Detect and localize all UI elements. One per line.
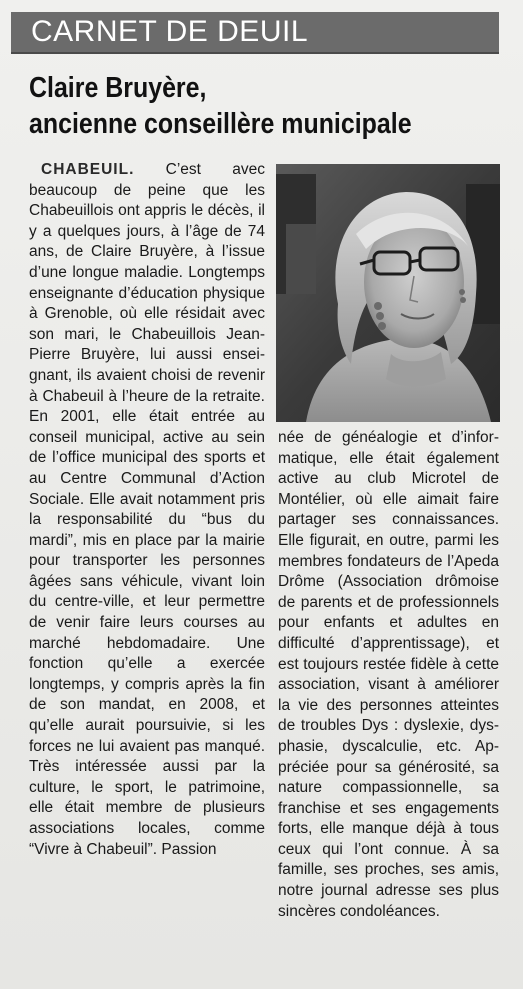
headline-line-2: ancienne conseillère municipale [29,108,412,140]
portrait-photo [276,164,500,422]
article-headline [29,70,433,142]
article-body-right: née de généalogie et d’informatique, elle était également active au club Microtel de Montélier, où elle aimait faire partager ses connaissances. Elle figurait, en outre, parmi les membres fondateurs de l’Apeda Drôme (Association drômoise de parents et de professionnels pour enfants et adultes en difficulté d’apprentissage), et est toujours restée fidèle à cette association, visant à améliorer la vie des personnes atteintes de troubles Dys : dyslexie, dysphasie, dyscalculie, etc. Appréciée pour sa générosité, sa nature compassionnelle, sa franchise et ses engagements forts, elle manque déjà à tous ceux qui l’ont connue. À sa famille, ses proches, ses amis, notre journal adresse ses plus sincères condoléances. [278,429,499,920]
article-body-left: C’est avec beaucoup de peine que les Chabeuillois ont appris le décès, il y a quelques jours, à l’âge de 74 ans, de Claire Bruyère, à l’issue d’une longue maladie. Longtemps enseignante d’éducation physique à Grenoble, où elle résidait avec son mari, le Chabeuillois Jean-Pierre Bruyère, lui aussi enseignant, ils avaient choisi de revenir à Chabeuil à l’heure de la retraite. En 2001, elle était entrée au conseil municipal, active au sein de l’office municipal des sports et au Centre Communal d’Action Sociale. Elle avait notamment pris la responsabilité du “bus du mardi”, mis en place par la mairie pour transporter les personnes âgées sans véhicule, vivant loin du centre-ville, et leur permettre de venir faire leurs courses au marché hebdomadaire. Une fonction qu’elle a exercée longtemps, y compris après la fin de son mandat, en 2008, et qu’elle aurait poursuivie, si les forces ne lui avaient pas manqué. Très intéressée aussi par la culture, le sport, le patrimoine, elle était membre de plusieurs associations locales, comme “Vivre à Chabeuil”. Passion [29,161,265,858]
article-column-right [278,428,499,922]
article-dateline: CHABEUIL. [41,161,135,178]
article-paragraph-left [29,160,265,860]
headline-line-1: Claire Bruyère, [29,72,207,104]
article-column-left [29,160,265,860]
portrait-photo-icon [276,164,500,422]
section-banner [11,12,499,54]
section-label: CARNET DE DEUIL [31,15,309,48]
